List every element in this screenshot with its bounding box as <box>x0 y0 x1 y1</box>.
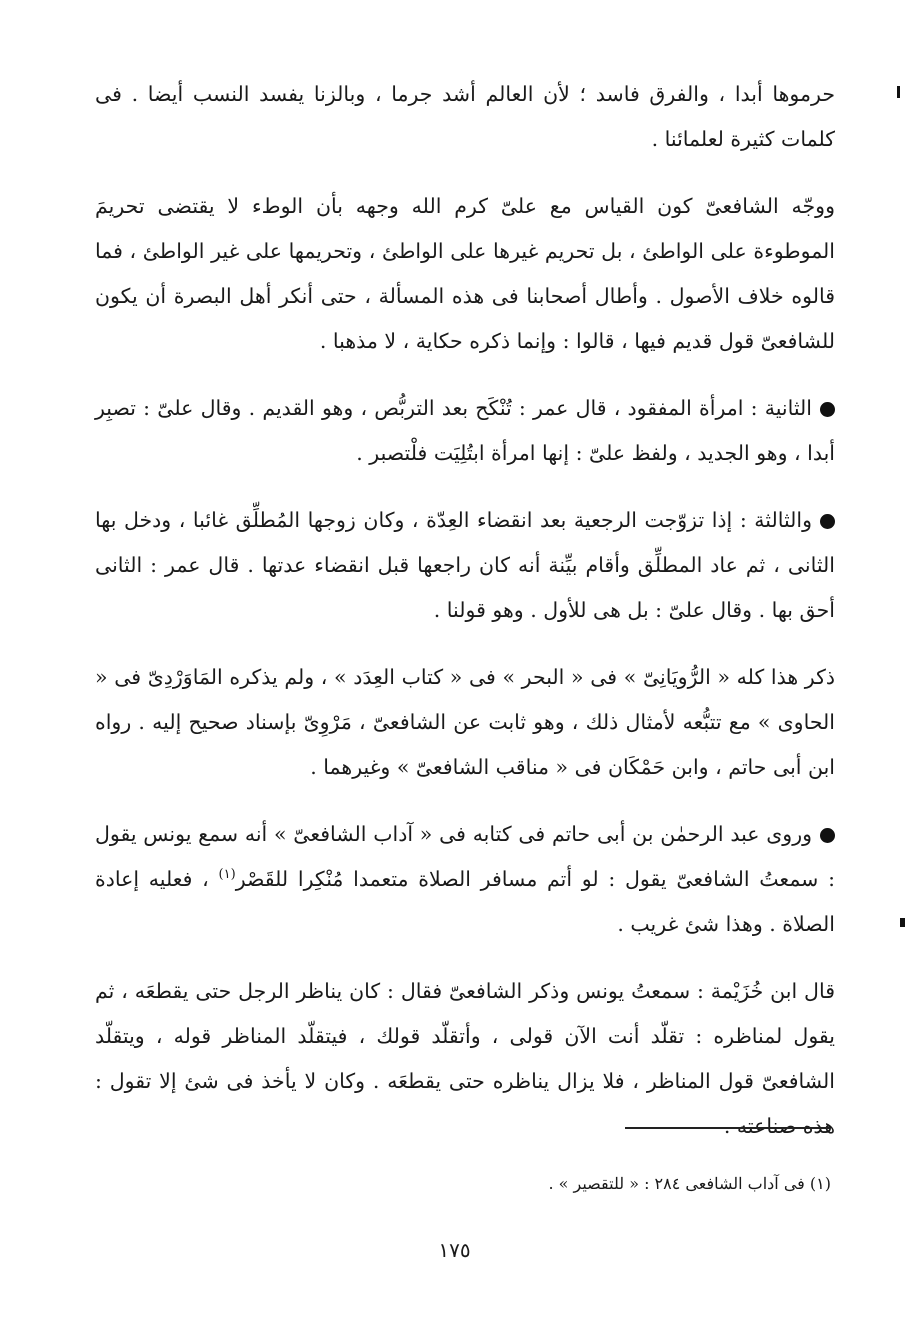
bullet-icon <box>820 402 835 417</box>
scan-mark <box>897 86 900 98</box>
paragraph-3 <box>95 386 835 476</box>
paragraph-5: ذكر هذا كله « الرُّويَانِىّ » فى « البحر » فى « كتاب العِدَد » ، ولم يذكره المَاوَرْدِىّ فى « الحاوى » مع تتبُّعه لأمثال ذلك ، وهو ثابت عن الشافعىّ ، مَرْوِىّ بإسناد صحيح إليه . رواه ابن أبى حاتم ، وابن حَمْكَان فى « مناقب الشافعىّ » وغيرهما . <box>95 665 835 779</box>
paragraph-6-text-a: وروى عبد الرحمٰن بن أبى حاتم فى كتابه فى « آداب الشافعىّ » أنه سمع يونس يقول : سمعتُ الشافعىّ يقول : لو أتم مسافر الصلاة متعمدا مُنْكِرا للقَصْر <box>95 822 835 891</box>
footnote-divider <box>625 1127 830 1129</box>
paragraph-4 <box>95 498 835 633</box>
paragraph-7: قال ابن خُزَيْمة : سمعتُ يونس وذكر الشافعىّ فقال : كان يناظر الرجل حتى يقطعَه ، ثم يقول لمناظره : تقلّد أنت الآن قولى ، وأتقلّد قولك ، فيتقلّد المناظر قوله ، ويتقلّد الشافعىّ قول المناظر ، فلا يزال يناظره حتى يقطعَه . وكان لا يأخذ فى شئ إلا تقول : هذه صناعته . <box>95 979 835 1138</box>
page-body <box>95 72 835 1149</box>
bullet-icon <box>820 828 835 843</box>
paragraph-6 <box>95 812 835 947</box>
paragraph-6-text-b: ، فعليه إعادة الصلاة . وهذا شئ غريب . <box>95 867 835 936</box>
paragraph-2: ووجّه الشافعىّ كون القياس مع علىّ كرم الله وجهه بأن الوطء لا يقتضى تحريمَ الموطوءة على الواطئ ، بل تحريم غيرها على الواطئ ، وتحريمها على غير الواطئ ، فما قالوه خلاف الأصول . وأطال أصحابنا فى هذه المسألة ، حتى أنكر أهل البصرة أن يكون للشافعىّ قول قديم فيها ، قالوا : وإنما ذكره حكاية ، لا مذهبا . <box>95 194 835 353</box>
footnote-reference[interactable]: (١) <box>218 867 236 883</box>
footnote-text: (١) فى آداب الشافعى ٢٨٤ : « للتقصير » . <box>548 1174 831 1193</box>
page-number: ١٧٥ <box>438 1238 471 1262</box>
bullet-icon <box>820 514 835 529</box>
scan-mark <box>900 918 905 927</box>
paragraph-3-text: الثانية : امرأة المفقود ، قال عمر : تُنْكَح بعد التربُّص ، وهو القديم . وقال علىّ : تصبِر أبدا ، وهو الجديد ، ولفظ علىّ : إنها امرأة ابتُلِيَت فلْتصبر . <box>95 396 835 465</box>
paragraph-4-text: والثالثة : إذا تزوّجت الرجعية بعد انقضاء العِدّة ، وكان زوجها المُطلِّق غائبا ، ودخل بها الثانى ، ثم عاد المطلِّق وأقام بيِّنة أنه كان راجعها قبل انقضاء عدتها . قال عمر : الثانى أحق بها . وقال علىّ : بل هى للأول . وهو قولنا . <box>95 508 835 622</box>
paragraph-1: حرموها أبدا ، والفرق فاسد ؛ لأن العالم أشد جرما ، وبالزنا يفسد النسب أيضا . فى كلمات كثيرة لعلمائنا . <box>95 82 835 151</box>
